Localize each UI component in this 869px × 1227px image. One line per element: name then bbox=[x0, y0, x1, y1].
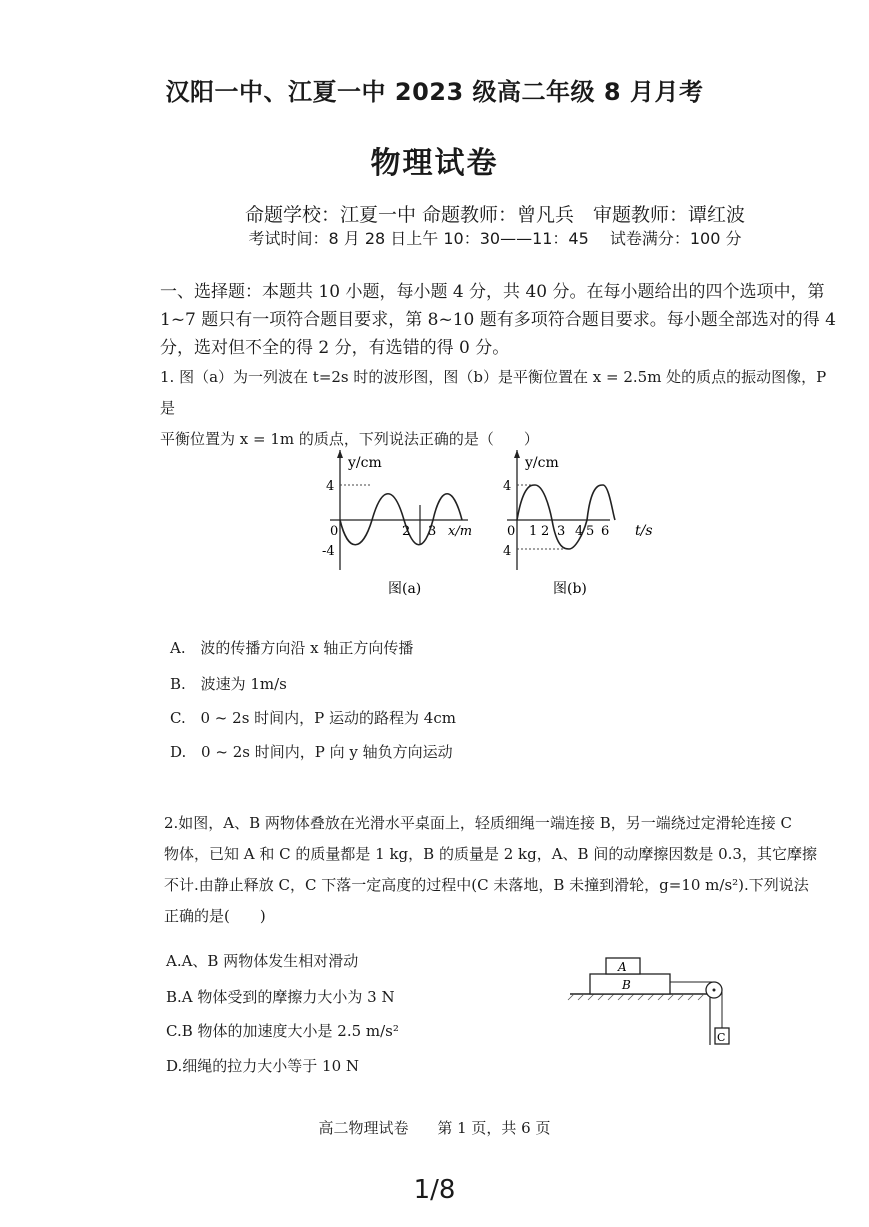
question-2-stem bbox=[164, 808, 844, 932]
vibration-curve bbox=[517, 485, 615, 549]
y-tick-4: 4 bbox=[326, 479, 335, 494]
x-axis-label: x/m bbox=[448, 524, 473, 539]
q1-option-a[interactable] bbox=[170, 637, 413, 658]
option-letter: D. bbox=[170, 743, 187, 761]
y-axis-label: y/cm bbox=[348, 455, 382, 471]
t-tick-2: 2 bbox=[541, 524, 550, 539]
q1-option-d[interactable] bbox=[170, 741, 453, 762]
option-letter: B. bbox=[170, 675, 186, 693]
block-a-label: A bbox=[618, 960, 627, 974]
table-hatching bbox=[568, 994, 704, 1000]
question-1-stem bbox=[160, 362, 840, 455]
y-axis-arrow bbox=[337, 450, 343, 458]
q1-option-b[interactable] bbox=[170, 673, 287, 694]
exam-title: 汉阳一中、江夏一中 2023 级高二年级 8 月月考 bbox=[165, 78, 704, 106]
t-tick-0: 0 bbox=[507, 524, 516, 539]
question-2-stem-line2: 物体，已知 A 和 C 的质量都是 1 kg，B 的质量是 2 kg，A、B 间的动摩擦因数是 0.3，其它摩擦 bbox=[164, 845, 817, 863]
question-2-stem-line4: 正确的是( ) bbox=[164, 907, 266, 925]
wave-graph-a bbox=[320, 445, 490, 605]
section-instructions: 一、选择题：本题共 10 小题，每小题 4 分，共 40 分。在每小题给出的四个选项中，第 1~7 题只有一项符合题目要求，第 8~10 题有多项符合题目要求。每小题全部选对的得 4 分，选对但不全的得 2 分，有选错的得 0 分。 bbox=[160, 282, 836, 358]
option-text: 波的传播方向沿 x 轴正方向传播 bbox=[200, 639, 414, 657]
option-text: 波速为 1m/s bbox=[200, 675, 287, 693]
pulley-axle bbox=[713, 989, 716, 992]
y-tick-top: 4 bbox=[503, 479, 512, 494]
footer-page: 第 1 页，共 6 页 bbox=[437, 1119, 551, 1137]
subject-title: 物理试卷 bbox=[370, 146, 499, 181]
x-tick-3: 3 bbox=[428, 524, 437, 539]
x-tick-0: 0 bbox=[330, 524, 339, 539]
viewer-page-indicator: 1/8 bbox=[413, 1175, 456, 1205]
option-letter: C. bbox=[170, 709, 186, 727]
option-letter: A. bbox=[170, 639, 186, 657]
t-tick-5: 5 bbox=[586, 524, 595, 539]
q2-option-b[interactable]: B.A 物体受到的摩擦力大小为 3 N bbox=[166, 988, 395, 1006]
question-1-stem-line1: 1. 图（a）为一列波在 t=2s 时的波形图，图（b）是平衡位置在 x = 2.5m 处的质点的振动图像，P 是 bbox=[160, 368, 827, 417]
x-tick-2: 2 bbox=[402, 524, 411, 539]
footer-subject: 高二物理试卷 bbox=[318, 1119, 409, 1137]
q2-option-c[interactable]: C.B 物体的加速度大小是 2.5 m/s² bbox=[166, 1022, 399, 1040]
t-tick-3: 3 bbox=[557, 524, 566, 539]
q2-option-d[interactable]: D.细绳的拉力大小等于 10 N bbox=[166, 1057, 360, 1075]
graph-a-caption: 图(a) bbox=[388, 581, 422, 597]
t-tick-6: 6 bbox=[601, 524, 610, 539]
exam-time-info: 考试时间：8 月 28 日上午 10：30——11：45 试卷满分：100 分 bbox=[248, 229, 742, 248]
block-c-label: C bbox=[717, 1031, 726, 1044]
pulley-diagram bbox=[560, 950, 740, 1050]
block-b-label: B bbox=[622, 978, 631, 992]
question-2-stem-line1: 2.如图，A、B 两物体叠放在光滑水平桌面上，轻质细绳一端连接 B，另一端绕过定滑轮连接 C bbox=[164, 814, 792, 832]
q2-option-a[interactable]: A.A、B 两物体发生相对滑动 bbox=[166, 952, 359, 970]
t-tick-4: 4 bbox=[575, 524, 584, 539]
t-axis-label: t/s bbox=[635, 523, 653, 539]
option-text: 0 ~ 2s 时间内，P 向 y 轴负方向运动 bbox=[201, 743, 453, 761]
question-1-stem-line2: 平衡位置为 x = 1m 的质点，下列说法正确的是（ ） bbox=[160, 430, 539, 448]
q1-option-c[interactable] bbox=[170, 707, 456, 728]
author-info: 命题学校：江夏一中 命题教师：曾凡兵 审题教师：谭红波 bbox=[244, 204, 746, 226]
page-footer bbox=[0, 1117, 869, 1138]
y-axis-arrow bbox=[514, 450, 520, 458]
question-2-stem-line3: 不计.由静止释放 C，C 下落一定高度的过程中(C 未落地，B 未撞到滑轮，g=10 m/s²).下列说法 bbox=[164, 876, 809, 894]
y-axis-label: y/cm bbox=[525, 455, 559, 471]
t-tick-1: 1 bbox=[529, 524, 538, 539]
graph-b-caption: 图(b) bbox=[553, 581, 587, 597]
y-tick-neg4: -4 bbox=[322, 544, 335, 559]
option-text: 0 ~ 2s 时间内，P 运动的路程为 4cm bbox=[200, 709, 456, 727]
y-tick-bottom: 4 bbox=[503, 544, 512, 559]
vibration-graph-b bbox=[495, 445, 665, 605]
wave-curve bbox=[340, 494, 462, 545]
